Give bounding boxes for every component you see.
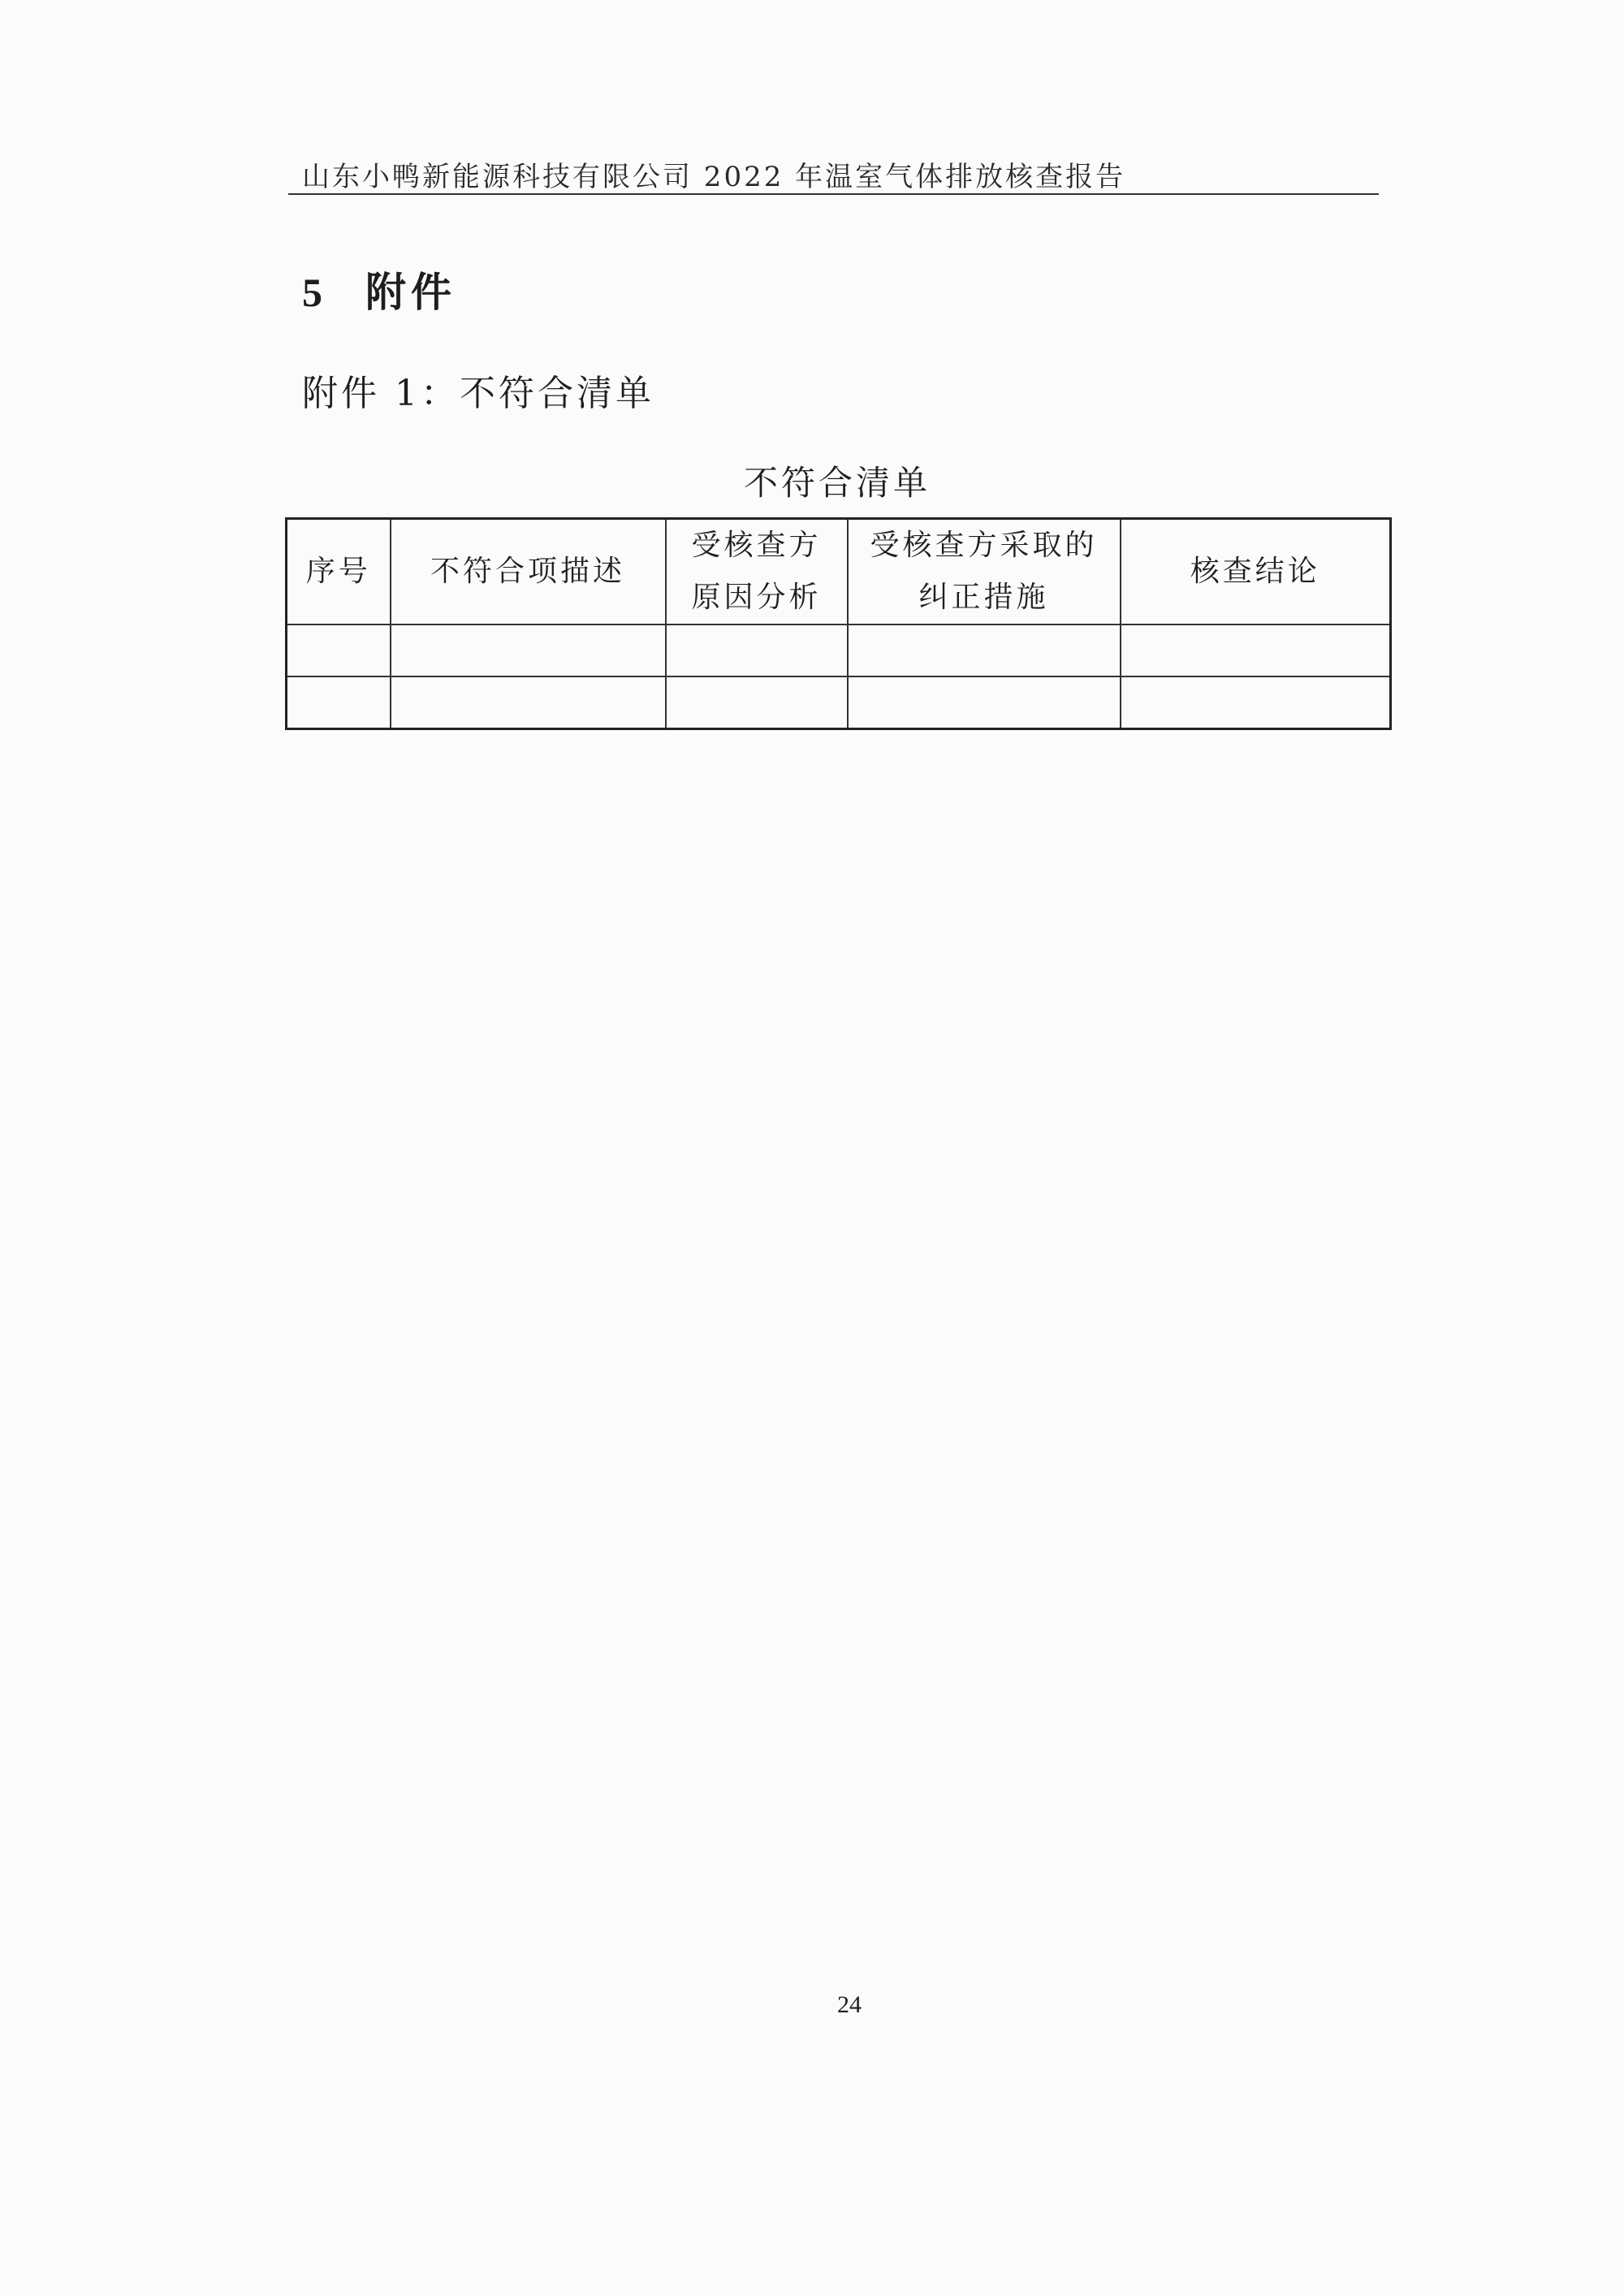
table-cell (391, 676, 666, 729)
table-cell (1121, 625, 1391, 676)
page-number: 24 (837, 1991, 862, 2018)
column-header-serial-number: 序号 (287, 519, 391, 625)
table-row (287, 676, 1391, 729)
table-caption: 不符合清单 (743, 463, 931, 503)
table-cell (287, 625, 391, 676)
column-header-nonconformity-description: 不符合项描述 (391, 519, 666, 625)
table-cell (391, 625, 666, 676)
table-row (287, 625, 1391, 676)
table-cell (1121, 676, 1391, 729)
table-cell (666, 676, 848, 729)
table-header-row (287, 519, 1391, 625)
section-title: 附件 (365, 268, 456, 316)
column-header-cause-analysis: 受核查方 原因分析 (666, 519, 848, 625)
attachment-heading: 附件 1：不符合清单 (302, 373, 654, 414)
running-header: 山东小鸭新能源科技有限公司 2022 年温室气体排放核查报告 (302, 161, 1126, 193)
column-header-corrective-measures: 受核查方采取的 纠正措施 (848, 519, 1121, 625)
header-divider (288, 193, 1379, 195)
nonconformity-table (285, 517, 1392, 730)
section-heading (302, 260, 456, 318)
table-cell (848, 625, 1121, 676)
section-number: 5 (302, 270, 322, 315)
column-header-verification-conclusion: 核查结论 (1121, 519, 1391, 625)
table-cell (287, 676, 391, 729)
table-cell (848, 676, 1121, 729)
table-cell (666, 625, 848, 676)
